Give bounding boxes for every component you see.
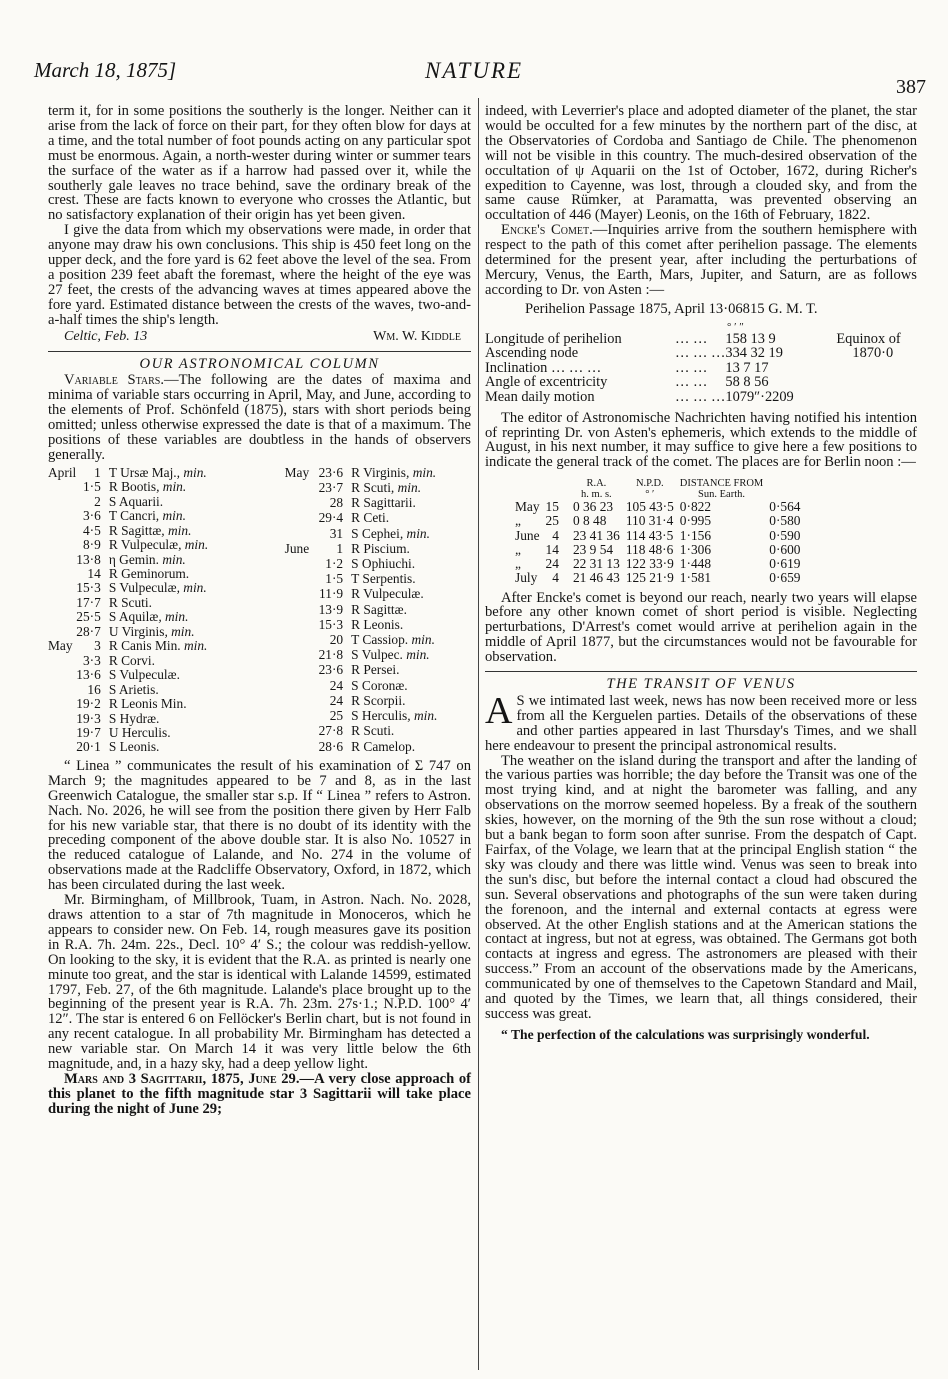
star-day: 3·6 [82, 508, 101, 524]
star-row [48, 480, 285, 494]
position-cell: May [515, 499, 540, 515]
star-row [285, 466, 471, 481]
star-row [48, 509, 285, 523]
star-name: S Aquarii. [108, 493, 164, 509]
star-day: 31 [329, 525, 344, 541]
position-cell: „ [515, 556, 521, 572]
wave-paragraph-1: term it, for in some positions the southerly is the longer. Neither can it arise from the lack of force on their part, for they often blow for days at a time, and the total number of foot pounds acting on any particular spot must be enormous. Again, a north-wester during winter or summer tears the surface of the water as if a harrow had passed over it, while the southerly gale leaves no trace behind, save the ordinary break of the crest. These are facts known to everyone who crosses the Atlantic, but no satisfactory explanation of their origin has yet been given. [48, 103, 471, 224]
positions-head-cell [515, 478, 546, 489]
star-name: R Piscium. [351, 540, 410, 556]
star-row [285, 663, 471, 678]
star-day: 20·1 [76, 739, 101, 755]
element-row [485, 361, 901, 376]
stars-table-b [285, 466, 471, 755]
star-name: R Ceti. [351, 510, 390, 526]
element-name: Angle of excentricity [485, 374, 608, 391]
star-name: R Leonis. [351, 616, 404, 632]
star-name: R Scuti, min. [351, 480, 422, 496]
element-dots: … … [675, 359, 708, 376]
transit-paragraph-3: “ The perfection of the calculations was surprisingly wonderful. [501, 1026, 870, 1042]
star-name: R Sagittarii. [351, 495, 416, 511]
star-day: 19·7 [76, 725, 101, 740]
equinox-note: Equinox of [836, 330, 901, 347]
positions-sub-cell: Sun. Earth. [698, 489, 745, 501]
position-cell: 4 [552, 570, 559, 586]
star-month [285, 633, 319, 648]
position-row [515, 514, 807, 528]
star-row [48, 524, 285, 538]
element-dots: … … [675, 330, 708, 347]
star-month [48, 567, 76, 581]
position-cell: 0·619 [769, 556, 801, 572]
star-name: U Virginis, min. [108, 623, 195, 639]
star-row [285, 633, 471, 648]
star-name: S Ophiuchi. [351, 556, 416, 572]
star-month [48, 726, 76, 740]
star-name: R Sagittæ. [351, 601, 407, 617]
star-day: 20 [329, 632, 344, 648]
star-day: 15·3 [76, 580, 101, 596]
star-row [48, 639, 285, 653]
element-value: 1079″·2209 [725, 389, 794, 406]
star-month [285, 557, 319, 572]
star-row [48, 668, 285, 682]
mars-lead: Mars and 3 Sagittarii, 1875, June 29. [64, 1070, 300, 1087]
star-month: May [284, 464, 310, 480]
star-month [285, 603, 319, 618]
element-dots: … … [675, 374, 708, 391]
position-cell: 0·659 [769, 570, 801, 586]
star-month: April [48, 464, 77, 480]
positions-head-cell: DISTANCE FROM [679, 478, 764, 490]
star-row [285, 603, 471, 618]
star-name: T Cancri, min. [108, 508, 186, 524]
element-value: 158 13 9 [725, 330, 776, 347]
editor-paragraph: The editor of Astronomische Nachrichten having notified his intention of reprinting Dr. von Asten's ephemeris, which extends to the middle of August, in his next number, it may suffice to give here a few positions to indicate the general track of the comet. The places are for Berlin noon :— [485, 409, 917, 471]
star-row [285, 679, 471, 694]
position-cell: 1·448 [679, 556, 712, 572]
issue-date: March 18, 1875] [34, 58, 177, 82]
variable-stars-list [48, 466, 471, 755]
star-name: η Gemin. min. [108, 551, 186, 567]
star-month [285, 709, 319, 724]
star-day: 14 [87, 566, 101, 582]
perihelion-passage: Perihelion Passage 1875, April 13·06815 G. M. T. [525, 300, 818, 317]
position-cell: „ [515, 513, 521, 529]
star-day: 19·2 [76, 696, 101, 712]
star-month: May [48, 638, 73, 654]
star-day: 28·7 [76, 623, 101, 639]
star-row [48, 697, 285, 711]
variable-stars-intro [48, 373, 471, 462]
transit-paragraph-2: The weather on the island during the transport and after the landing of the various parties was horrible; the day before the Transit was one of the most trying kind, and at night the barometer was falling, and any observations on the morrow seemed hopeless. By a freak of the southern skies, however, on the morning of the 9th the sun rose without a cloud; but a bank began to form soon after sunrise. From the despatch of Capt. Fairfax, of the Volage, we learn that at the principal English station “ the sky was cloudy and there was little wind. Venus was seen to break into the sun's disc, but before the internal contact a cloud had obscured the sun. Several observations and photographs of the sun were taken during the forenoon, and the internal and external contacts at egress were observed. At the other English stations and at the American stations the contact at ingress, but not at egress, was obtained. The Germans got both contacts at ingress and egress. The astronomers are pleased with their success.” From an account of the observations made by the Americans, communicated by one of themselves to the Capetown Standard and Mail, and quoted by the Times, we learn that, all things considered, their success was great. [485, 752, 917, 1022]
star-day: 17·7 [76, 594, 101, 610]
star-month [48, 524, 76, 538]
star-day: 13·9 [318, 601, 344, 617]
star-name: S Arietis. [108, 681, 159, 697]
star-row [285, 557, 471, 572]
position-row [515, 529, 807, 543]
star-row [48, 610, 285, 624]
star-row [48, 740, 285, 754]
position-cell: 110 31·4 [625, 513, 674, 529]
star-row [285, 740, 471, 755]
position-cell: 122 33·9 [625, 556, 674, 572]
section-rule-2 [485, 671, 917, 672]
position-row [515, 543, 807, 557]
star-day: 11·9 [319, 586, 344, 602]
birmingham-paragraph: Mr. Birmingham, of Millbrook, Tuam, in Astron. Nach. No. 2028, draws attention to a star of 7th magnitude in Monoceros, which he appears to consider new. On Feb. 14, rough measures gave its position in R.A. 7h. 24m. 22s., Decl. 10° 4′ S.; the colour was reddish-yellow. On looking to the sky, it is evident that the R.A. as printed is nearly one minute too great, and the star is identical with Lalande 14599, estimated 1797, Feb. 27, of the 6th magnitude. Lalande's place brought up to the beginning of the present year is R.A. 7h. 23m. 27s·1.; N.P.D. 100° 4′ 12″. The star is entered 6 on Fellöcker's Berlin chart, but is not found in any recent catalogue. In all probability Mr. Birmingham has detected a new variable star. On March 14 it was very little below the 6th magnitude, and, in a hazy sky, had a deep yellow light. [48, 892, 471, 1073]
star-month [48, 538, 76, 552]
position-cell: 0 8 48 [572, 513, 607, 529]
star-month [48, 740, 76, 754]
star-month [285, 694, 319, 709]
star-month [48, 553, 76, 567]
star-row [48, 683, 285, 697]
element-name: Ascending node [485, 345, 579, 362]
position-row [515, 557, 807, 571]
star-month [48, 581, 76, 595]
star-row [48, 654, 285, 668]
star-row [48, 495, 285, 509]
position-cell: 0·822 [679, 499, 712, 515]
wave-paragraph-2: I give the data from which my observations were made, in order that anyone may draw his own conclusions. This ship is 450 feet long on the upper deck, and the fore yard is 62 feet above the level of the sea. From a position 239 feet abaft the foremast, where the height of the eye was 27 feet, the crests of the advancing waves at times appeared above the fore yard. Estimated distance between the crests of the waves, two-and-a-half times the ship's length. [48, 222, 471, 328]
position-cell: 23 41 36 [572, 527, 620, 543]
position-cell: 114 43·5 [625, 527, 674, 543]
positions-header [515, 478, 807, 489]
journal-title: NATURE [425, 58, 524, 83]
star-day: 28 [329, 495, 344, 511]
star-day: 23·7 [318, 480, 344, 496]
star-row [48, 581, 285, 595]
section-title-astronomical: OUR ASTRONOMICAL COLUMN [139, 355, 380, 372]
position-cell: 25 [545, 513, 559, 529]
star-day: 1 [336, 540, 344, 556]
star-name: R Corvi. [108, 652, 155, 668]
star-row [285, 587, 471, 602]
position-cell: July [515, 570, 538, 586]
star-day: 1 [94, 464, 101, 480]
star-month [285, 587, 319, 602]
star-month [48, 683, 76, 697]
star-day: 8·9 [82, 537, 101, 553]
star-day: 1·2 [325, 556, 344, 572]
variable-stars-lead: Variable Stars. [64, 372, 164, 389]
star-month [285, 572, 319, 587]
star-day: 1·5 [325, 571, 344, 587]
star-day: 29·4 [318, 510, 344, 526]
element-dots: … … … [675, 345, 726, 362]
star-name: S Cephei, min. [351, 525, 430, 541]
star-row [285, 724, 471, 739]
star-month [48, 712, 76, 726]
signature-place: Celtic, Feb. 13 [64, 328, 148, 344]
star-month: June [284, 540, 310, 556]
star-month [48, 596, 76, 610]
star-month [285, 740, 319, 755]
star-row [48, 596, 285, 610]
comet-positions-table [515, 478, 807, 585]
star-name: R Bootis, min. [108, 479, 187, 495]
star-day: 16 [87, 681, 101, 697]
star-month [285, 496, 319, 511]
star-name: R Sagittæ, min. [108, 522, 192, 538]
star-day: 25·5 [76, 609, 101, 625]
position-cell: 0·564 [769, 499, 801, 515]
star-month [285, 481, 319, 496]
encke-text: —Inquiries arrive from the southern hemisphere with respect to the path of this comet after perihelion passage. The elements determined for the present year, after including the perturbations of Mercury, Venus, the Earth, Mars, Jupiter, and Saturn, are as follows according to Dr. von Asten :— [485, 222, 917, 298]
star-name: R Persei. [351, 662, 400, 678]
position-cell: 24 [545, 556, 559, 572]
element-row [485, 375, 901, 390]
element-dots: … … … [675, 389, 726, 406]
star-day: 24 [329, 692, 344, 708]
positions-sub-cell: h. m. s. [581, 489, 612, 501]
star-name: R Leonis Min. [108, 696, 187, 712]
position-cell: 0·590 [769, 527, 801, 543]
position-cell: 1·156 [679, 527, 712, 543]
element-name: Mean daily motion [485, 389, 595, 406]
star-row [48, 538, 285, 552]
encke-lead: Encke's Comet. [501, 222, 593, 239]
star-month [285, 663, 319, 678]
star-day: 23·6 [318, 464, 344, 480]
star-day: 3·3 [82, 652, 101, 668]
star-row [48, 466, 285, 480]
star-row [285, 572, 471, 587]
position-cell: 0·600 [769, 541, 801, 557]
star-row [285, 694, 471, 709]
star-name: T Serpentis. [351, 571, 416, 587]
star-month [285, 648, 319, 663]
position-cell: June [515, 527, 540, 543]
star-name: S Herculis, min. [351, 708, 438, 724]
star-month [48, 509, 76, 523]
drop-initial: A [485, 689, 513, 732]
position-cell: 118 48·6 [625, 541, 674, 557]
element-value: 13 7 17 [725, 359, 769, 376]
left-column [48, 104, 471, 1117]
star-name: R Vulpeculæ. [351, 586, 424, 602]
column-divider [478, 98, 479, 1370]
star-row [48, 567, 285, 581]
position-cell: 22 31 13 [572, 556, 620, 572]
star-name: R Virginis, min. [351, 464, 437, 480]
star-day: 1·5 [82, 479, 101, 495]
star-month [48, 697, 76, 711]
star-name: R Camelop. [351, 738, 416, 754]
star-row [285, 481, 471, 496]
element-name: Inclination … … … [485, 359, 602, 376]
star-row [285, 496, 471, 511]
star-month [48, 480, 76, 494]
transit-text-1: S we intimated last week, news has now been received more or less from all the Kerguelen parties. Details of the observations of these and other parties appeared in last Thursday's Times, and we shall here endeavour to present the principal astronomical results. [485, 692, 917, 754]
signature-name: Wm. W. Kiddle [373, 328, 461, 344]
elements-units: ° ′ ″ [727, 320, 744, 333]
position-cell: 15 [545, 499, 559, 515]
star-name: R Scuti. [108, 594, 152, 610]
position-cell: 0 36 23 [572, 499, 614, 515]
star-month [285, 724, 319, 739]
equinox-year: 1870·0 [852, 345, 894, 362]
position-cell: 125 21·9 [625, 570, 674, 586]
star-name: S Vulpeculæ, min. [108, 580, 207, 596]
star-day: 13·8 [76, 551, 101, 567]
position-cell: 0·580 [769, 513, 801, 529]
position-cell: „ [515, 541, 521, 557]
right-column [485, 104, 917, 1043]
star-name: R Scuti. [351, 723, 395, 739]
position-cell: 0·995 [679, 513, 712, 529]
star-month [48, 610, 76, 624]
star-month [48, 495, 76, 509]
star-row [285, 648, 471, 663]
star-day: 24 [329, 677, 344, 693]
stars-table-a [48, 466, 285, 755]
positions-head-cell: N.P.D. [635, 478, 664, 490]
star-name: S Vulpeculæ. [108, 667, 180, 683]
page-number: 387 [896, 76, 926, 98]
star-name: S Hydræ. [108, 710, 160, 726]
element-value: 58 8 56 [725, 374, 769, 391]
linea-paragraph: “ Linea ” communicates the result of his examination of Σ 747 on March 9; the magnitudes appeared to be 7 and 8, as in the last Greenwich Catalogue, the smaller star s.p. If “ Linea ” refers to Astron. Nach. No. 2026, he will see from the position there given by Herr Falb for his new variable star, that there is no doubt of its identity with the preceding component of the above double star. It is also No. 10527 in the reduced catalogue of Lalande, and No. 274 in the volume of observations made at the Radcliffe Observatory, Oxford, in 1872, which has been circulated during the last week. [48, 757, 471, 894]
element-row [485, 390, 901, 405]
star-month [48, 654, 76, 668]
star-day: 13·6 [76, 667, 101, 683]
transit-paragraph-1 [485, 689, 917, 754]
star-month [285, 679, 319, 694]
star-name: T Cassiop. min. [351, 632, 435, 648]
star-row [285, 709, 471, 724]
position-cell: 14 [545, 541, 559, 557]
section-rule [48, 351, 471, 352]
star-name: U Herculis. [108, 725, 171, 740]
element-row [485, 346, 901, 361]
star-day: 19·3 [76, 710, 101, 726]
variable-stars-text: —The following are the dates of maxima and minima of variable stars occurring in April, May, and June, according to the elements of Prof. Schönfeld (1875), stars with short periods being omitted; unless otherwise expressed the date is that of a maximum. The positions of these variables are doubtless in the hands of observers generally. [48, 372, 471, 463]
star-day: 23·6 [318, 662, 344, 678]
position-row [515, 500, 807, 514]
after-encke-paragraph: After Encke's comet is beyond our reach, nearly two years will elapse before any other known comet of short period is visible. Neglecting perturbations, D'Arrest's comet would arrive at perihelion again in the middle of April 1877, but the circumstances would not be favourable for observation. [485, 589, 917, 666]
star-month [285, 511, 319, 526]
star-day: 2 [94, 493, 101, 509]
position-cell: 23 9 54 [572, 541, 614, 557]
star-name: T Ursæ Maj., min. [108, 464, 207, 480]
star-name: R Canis Min. min. [108, 638, 208, 654]
position-cell: 21 46 43 [572, 570, 620, 586]
element-row [485, 332, 901, 347]
star-day: 27·8 [318, 723, 344, 739]
star-row [48, 553, 285, 567]
star-row [285, 542, 471, 557]
position-cell: 1·306 [679, 541, 712, 557]
mars-paragraph [48, 1072, 471, 1117]
star-month [285, 618, 319, 633]
position-row [515, 571, 807, 585]
star-name: R Vulpeculæ, min. [108, 537, 209, 553]
mars-text: —A very close approach of this planet to the fifth magnitude star 3 Sagittarii will take place during the night of June 29; [48, 1070, 471, 1117]
star-month [48, 668, 76, 682]
star-row [48, 625, 285, 639]
star-row [285, 618, 471, 633]
star-day: 3 [94, 638, 101, 654]
star-name: S Vulpec. min. [351, 647, 430, 663]
star-name: S Leonis. [108, 739, 160, 755]
element-name: Longitude of perihelion [485, 330, 622, 347]
occultation-paragraph: indeed, with Leverrier's place and adopted diameter of the planet, the star would be occulted for a few minutes by the northern part of the disc, at the Observatories of Cordoba and Santiago de Chile. The phenomenon will not be visible in this country. The much-desired observation of the occultation of ψ Aquarii on the 1st of October, 1672, during Richer's expedition to Cayenne, was lost, through a clouded sky, and from the same cause Rümker, at Paramatta, was prevented observing an occultation of 446 (Mayer) Leonis, on the 16th of February, 1822. [485, 103, 917, 224]
star-day: 28·6 [318, 738, 344, 754]
star-row [48, 712, 285, 726]
star-name: R Scorpii. [351, 692, 406, 708]
positions-head-cell [546, 478, 573, 489]
comet-elements-table [485, 332, 901, 405]
star-day: 4·5 [82, 522, 101, 538]
star-name: R Geminorum. [108, 566, 190, 582]
star-month [285, 527, 319, 542]
star-row [285, 527, 471, 542]
encke-paragraph [485, 223, 917, 298]
star-row [48, 726, 285, 740]
star-name: S Aquilæ, min. [108, 609, 189, 625]
position-cell: 105 43·5 [625, 499, 674, 515]
star-month [48, 625, 76, 639]
star-day: 21·8 [318, 647, 344, 663]
positions-sub-cell: ° ′ [645, 489, 655, 501]
position-cell: 1·581 [679, 570, 712, 586]
section-title-transit: THE TRANSIT OF VENUS [606, 676, 796, 693]
star-name: S Coronæ. [351, 677, 408, 693]
positions-head-cell: R.A. [586, 478, 607, 490]
star-day: 15·3 [318, 616, 344, 632]
position-cell: 4 [552, 527, 559, 543]
element-value: 334 32 19 [725, 345, 783, 362]
star-row [285, 511, 471, 526]
letter-signature [48, 330, 471, 345]
star-day: 25 [329, 708, 344, 724]
